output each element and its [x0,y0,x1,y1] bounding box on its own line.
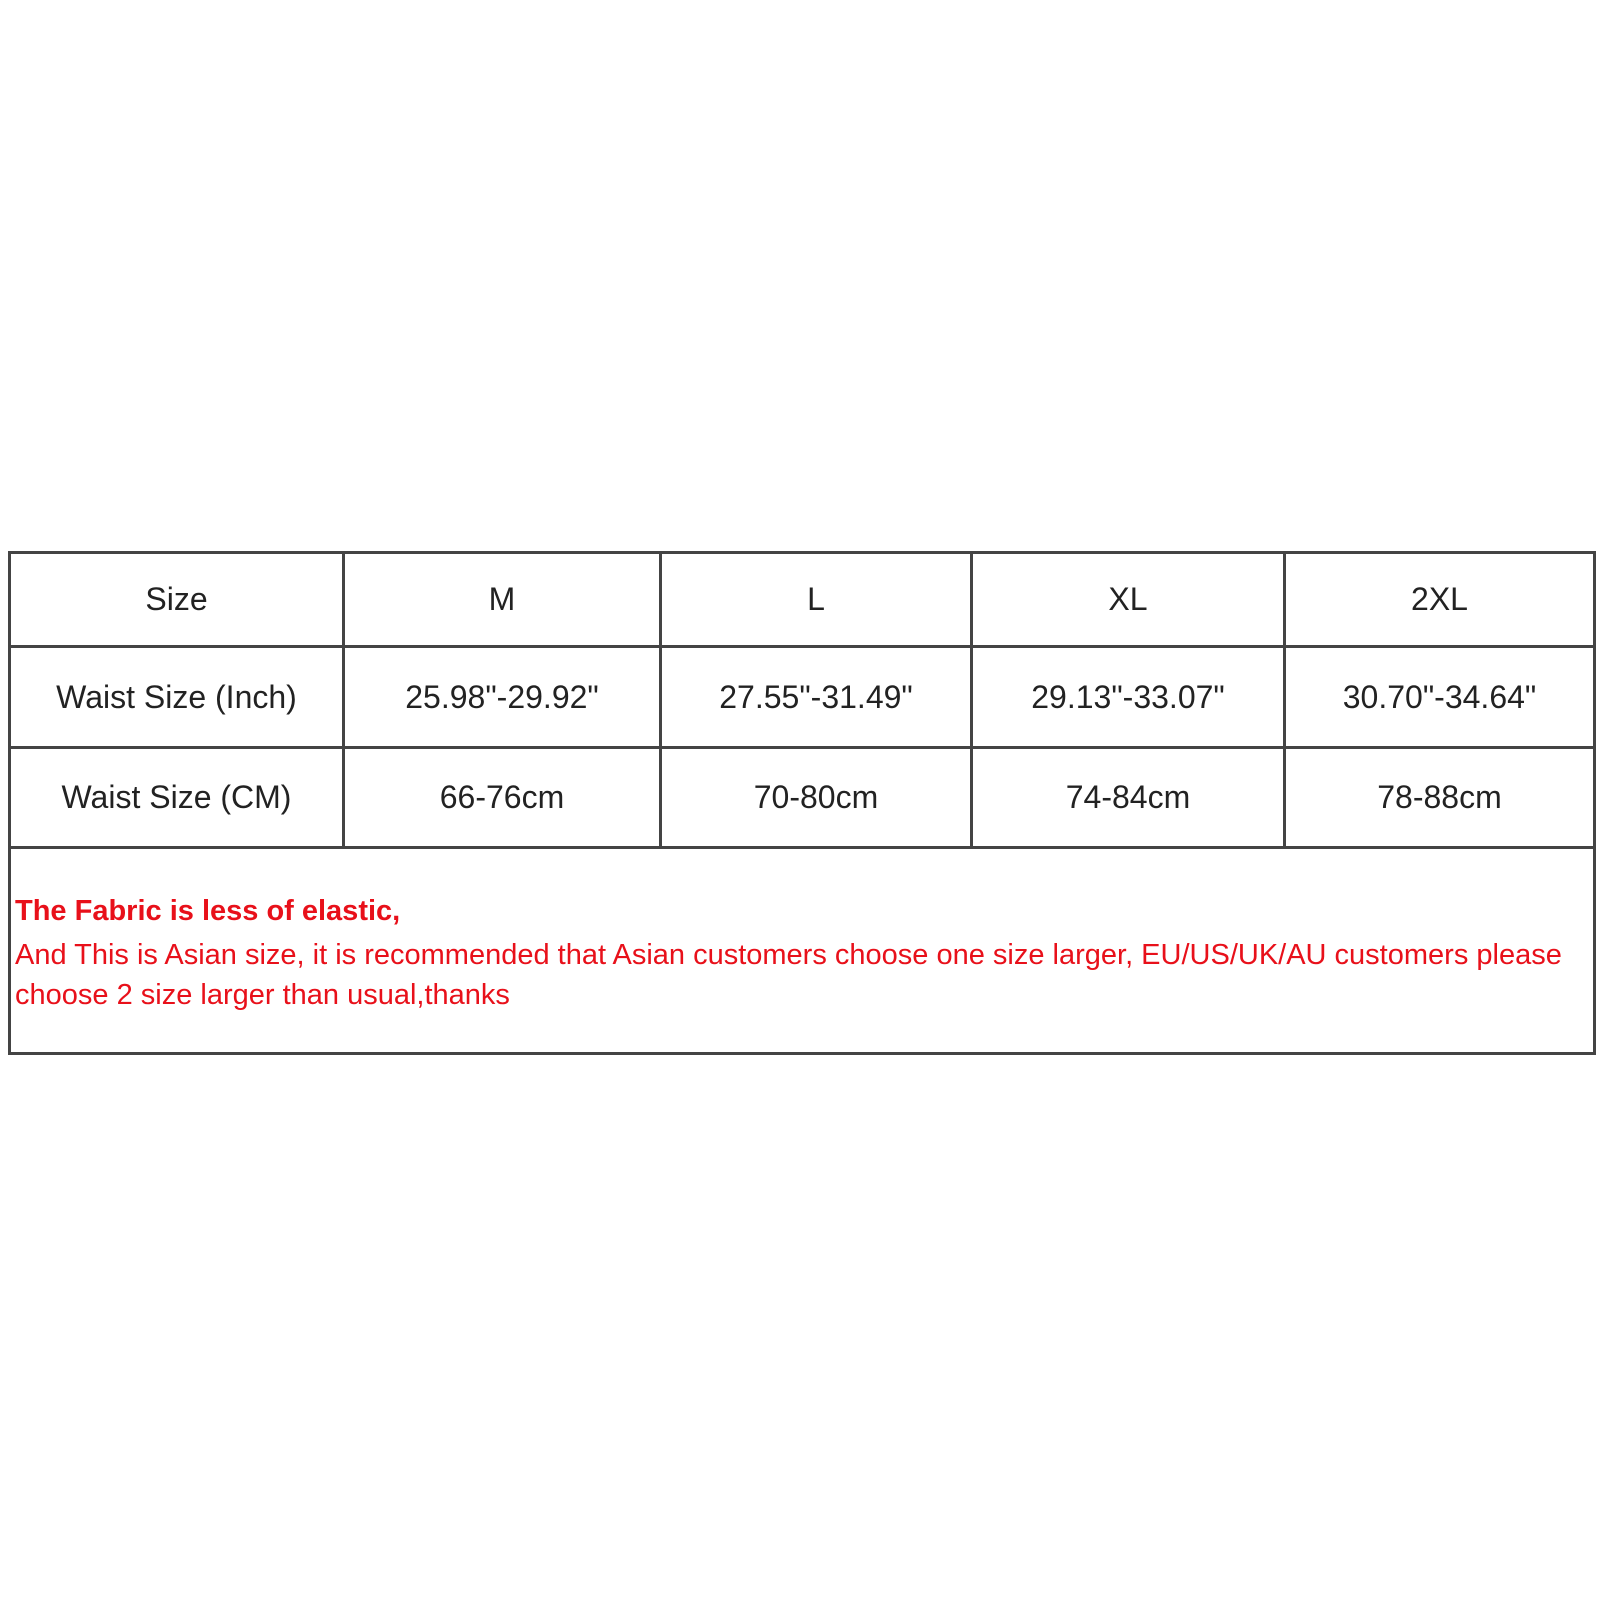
note-cell [10,848,1595,1054]
waist-cm-label: Waist Size (CM) [10,748,344,848]
waist-inch-2xl: 30.70"-34.64" [1285,647,1595,748]
waist-cm-2xl: 78-88cm [1285,748,1595,848]
note-title: The Fabric is less of elastic, [15,895,401,927]
table-row [10,748,1595,848]
waist-inch-label: Waist Size (Inch) [10,647,344,748]
size-header-label: Size [10,553,344,647]
waist-cm-xl: 74-84cm [972,748,1285,848]
waist-inch-l: 27.55"-31.49" [661,647,972,748]
note-content [11,849,1593,1015]
table-row [10,647,1595,748]
size-header-2xl: 2XL [1285,553,1595,647]
note-body: And This is Asian size, it is recommended that Asian customers choose one size larger, EU/US/UK/AU customers please choose 2 size larger than usual,thanks [15,939,1562,1011]
size-header-m: M [344,553,661,647]
note-row [10,848,1595,1054]
waist-inch-m: 25.98"-29.92" [344,647,661,748]
size-header-row [10,553,1595,647]
size-header-xl: XL [972,553,1285,647]
size-chart-table [8,551,1596,1055]
waist-cm-m: 66-76cm [344,748,661,848]
size-header-l: L [661,553,972,647]
waist-inch-xl: 29.13"-33.07" [972,647,1285,748]
waist-cm-l: 70-80cm [661,748,972,848]
